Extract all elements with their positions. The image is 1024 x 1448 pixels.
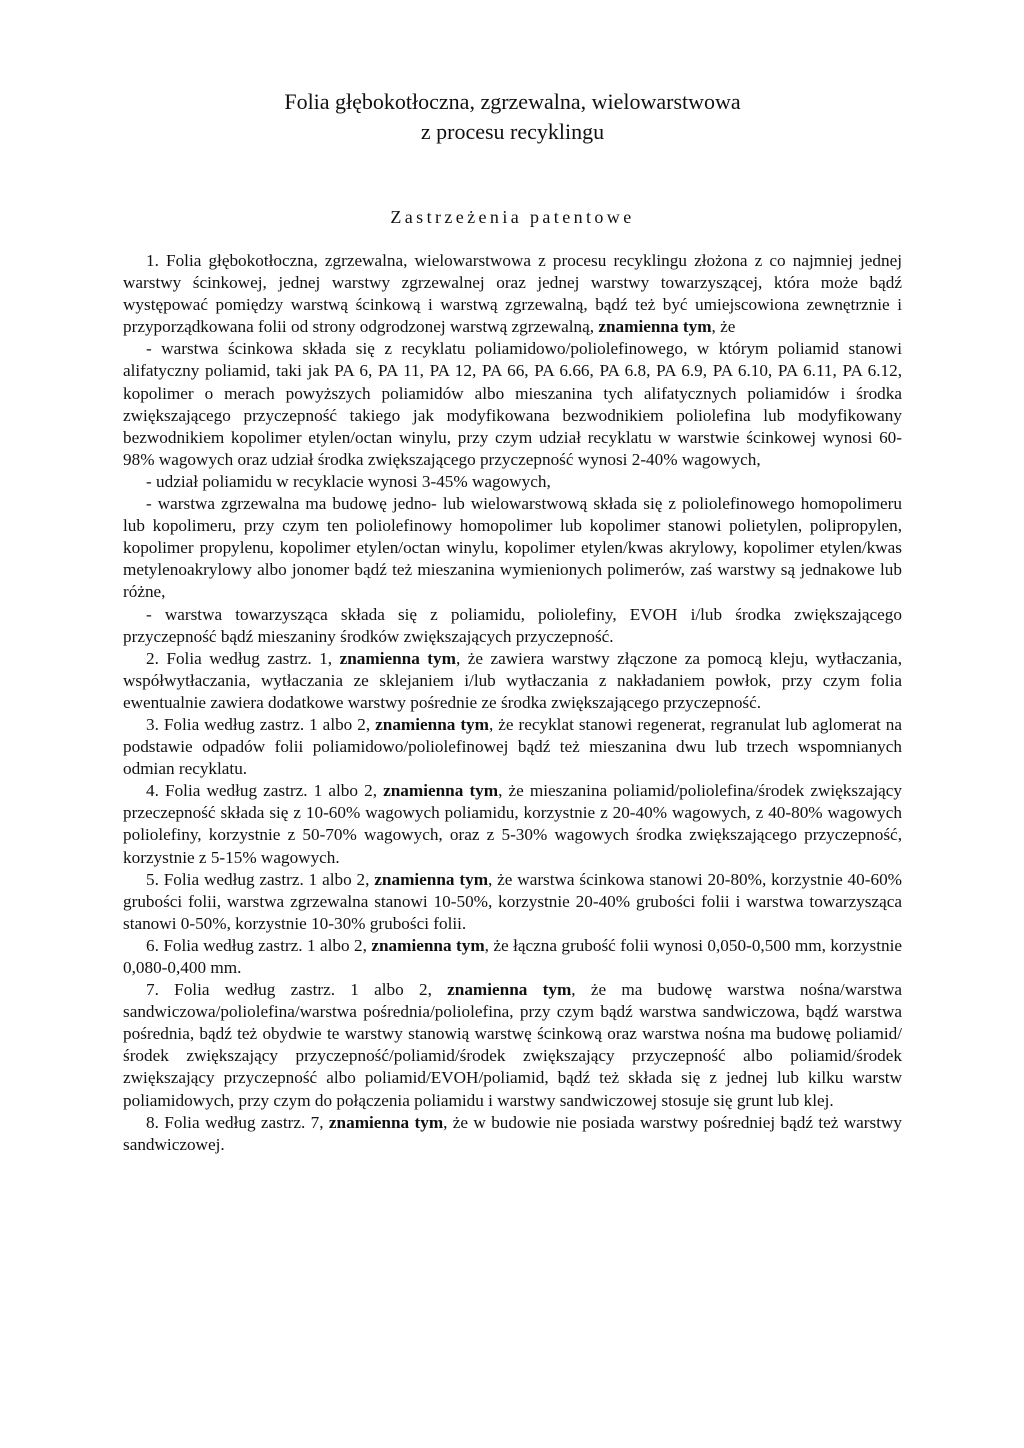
title-block — [123, 0, 902, 147]
claim-text: , że ma budowę warstwa nośna/warstwa sandwiczowa/poliolefina/warstwa pośrednia/poliolefina, przy czym bądź warstwa sandwiczowa, bądź warstwa pośrednia, bądź też obydwie te warstwy stanowią warstwę ścinkową oraz warstwa nośna ma budowę poliamid/środek zwiększający przyczepność/poliamid/środek zwiększający przyczepność albo poliamid/środek zwiększający przyczepność albo poliamid/EVOH/poliamid, bądź też składa się z jednej lub kilku warstw poliamidowych, przy czym do połączenia poliamidu i warstwy sandwiczowej stosuje się grunt lub klej. — [123, 980, 902, 1110]
claim-text: , że w budowie nie posiada warstwy pośredniej bądź też warstwy sandwiczowej. — [123, 1112, 902, 1154]
claim-keyword: znamienna tym — [375, 714, 489, 734]
claim-keyword: znamienna tym — [371, 935, 485, 955]
claim-paragraph — [123, 493, 902, 603]
claim-paragraph — [123, 714, 902, 780]
claim-text: - warstwa zgrzewalna ma budowę jedno- lub wielowarstwową składa się z poliolefinowego homopolimeru lub kopolimeru, przy czym ten poliolefinowy homopolimer lub kopolimer stanowi polietylen, polipropylen, kopolimer propylenu, kopolimer etylen/octan winylu, kopolimer etylen/kwas akrylowy, kopolimer etylen/kwas metylenoakrylowy albo jonomer bądź też mieszanina wymienionych polimerów, zaś warstwy są jednakowe lub różne, — [123, 494, 902, 602]
claim-text: 6. Folia według zastrz. 1 albo 2, — [146, 935, 372, 955]
claim-text: 5. Folia według zastrz. 1 albo 2, — [146, 869, 375, 889]
claim-paragraph — [123, 604, 902, 648]
claim-paragraph — [123, 471, 902, 493]
claims-list — [123, 250, 902, 1156]
claim-paragraph — [123, 1112, 902, 1156]
claim-text: - warstwa towarzysząca składa się z poliamidu, poliolefiny, EVOH i/lub środka zwiększającego przyczepność bądź mieszaniny środków zwiększających przyczepność. — [123, 604, 902, 646]
claim-paragraph — [123, 780, 902, 868]
claim-keyword: znamienna tym — [598, 317, 712, 337]
claim-keyword: znamienna tym — [328, 1112, 444, 1132]
claim-text: , że zawiera warstwy złączone za pomocą kleju, wytłaczania, współwytłaczania, wytłaczania ze sklejaniem i/lub wytłaczania z nakładaniem powłok, przy czym folia ewentualnie zawiera dodatkowe warstwy pośrednie ze środka zwiększającego przyczepność. — [123, 648, 902, 712]
claim-paragraph — [123, 979, 902, 1112]
claim-text: 8. Folia według zastrz. 7, — [146, 1112, 329, 1132]
claim-keyword: znamienna tym — [339, 648, 456, 668]
claim-text: , że warstwa ścinkowa stanowi 20-80%, korzystnie 40-60% grubości folii, warstwa zgrzewalna stanowi 10-50%, korzystnie 20-40% grubości folii i warstwa towarzysząca stanowi 0-50%, korzystnie 10-30% grubości folii. — [123, 869, 902, 933]
claim-paragraph — [123, 935, 902, 979]
document-title-line-2: z procesu recyklingu — [420, 119, 605, 144]
claim-text: , że mieszanina poliamid/poliolefina/środek zwiększający przeczepność składa się z 10-60% wagowych poliamidu, korzystnie z 20-40% wagowych, z 40-80% wagowych poliolefiny, korzystnie z 50-70% wagowych, oraz z 5-30% wagowych środka zwiększającego przyczepność, korzystnie z 5-15% wagowych. — [123, 781, 902, 867]
claim-text: , że recyklat stanowi regenerat, regranulat lub aglomerat na podstawie odpadów folii poliamidowo/poliolefinowej bądź też mieszanina dwu lub trzech wspomnianych odmian recyklatu. — [123, 714, 902, 779]
claim-text: 2. Folia według zastrz. 1, — [146, 648, 340, 668]
claim-text: , że — [711, 317, 736, 337]
section-heading: Zastrzeżenia patentowe — [390, 207, 635, 227]
claim-paragraph — [123, 250, 902, 338]
claim-text: 1. Folia głębokotłoczna, zgrzewalna, wielowarstwowa z procesu recyklingu złożona z co najmniej jednej warstwy ścinkowej, jednej warstwy zgrzewalnej oraz jednej warstwy towarzyszącej, która może bądź występować pomiędzy warstwą ścinkową i warstwą zgrzewalną, bądź też być umiejscowiona zewnętrznie i przyporządkowana folii od strony odgrodzonej warstwą zgrzewalną, — [123, 251, 902, 337]
claim-text: 7. Folia według zastrz. 1 albo 2, — [146, 980, 448, 1000]
claim-paragraph — [123, 338, 902, 471]
document-title-line-1: Folia głębokotłoczna, zgrzewalna, wielowarstwowa — [284, 89, 741, 114]
claim-paragraph — [123, 648, 902, 714]
claim-text: 3. Folia według zastrz. 1 albo 2, — [146, 714, 376, 734]
claim-keyword: znamienna tym — [447, 980, 572, 1000]
claim-keyword: znamienna tym — [374, 869, 489, 889]
claim-text: , że łączna grubość folii wynosi 0,050-0,500 mm, korzystnie 0,080-0,400 mm. — [123, 935, 902, 977]
claim-text: - warstwa ścinkowa składa się z recyklatu poliamidowo/poliolefinowego, w którym poliamid stanowi alifatyczny poliamid, taki jak PA 6, PA 11, PA 12, PA 66, PA 6.66, PA 6.8, PA 6.9, PA 6.10, PA 6.11, PA 6.12, kopolimer o merach powyższych poliamidów albo mieszanina tych alifatycznych poliamidów i środka zwiększającego przyczepność takiego jak modyfikowana bezwodnikiem poliolefina lub modyfikowany bezwodnikiem kopolimer etylen/octan winylu, przy czym udział recyklatu w warstwie ścinkowej wynosi 60-98% wagowych oraz udział środka zwiększającego przyczepność wynosi 2-40% wagowych, — [123, 339, 902, 469]
claim-paragraph — [123, 869, 902, 935]
claim-text: - udział poliamidu w recyklacie wynosi 3-45% wagowych, — [146, 471, 551, 491]
claim-text: 4. Folia według zastrz. 1 albo 2, — [146, 781, 384, 801]
claim-keyword: znamienna tym — [383, 781, 499, 801]
